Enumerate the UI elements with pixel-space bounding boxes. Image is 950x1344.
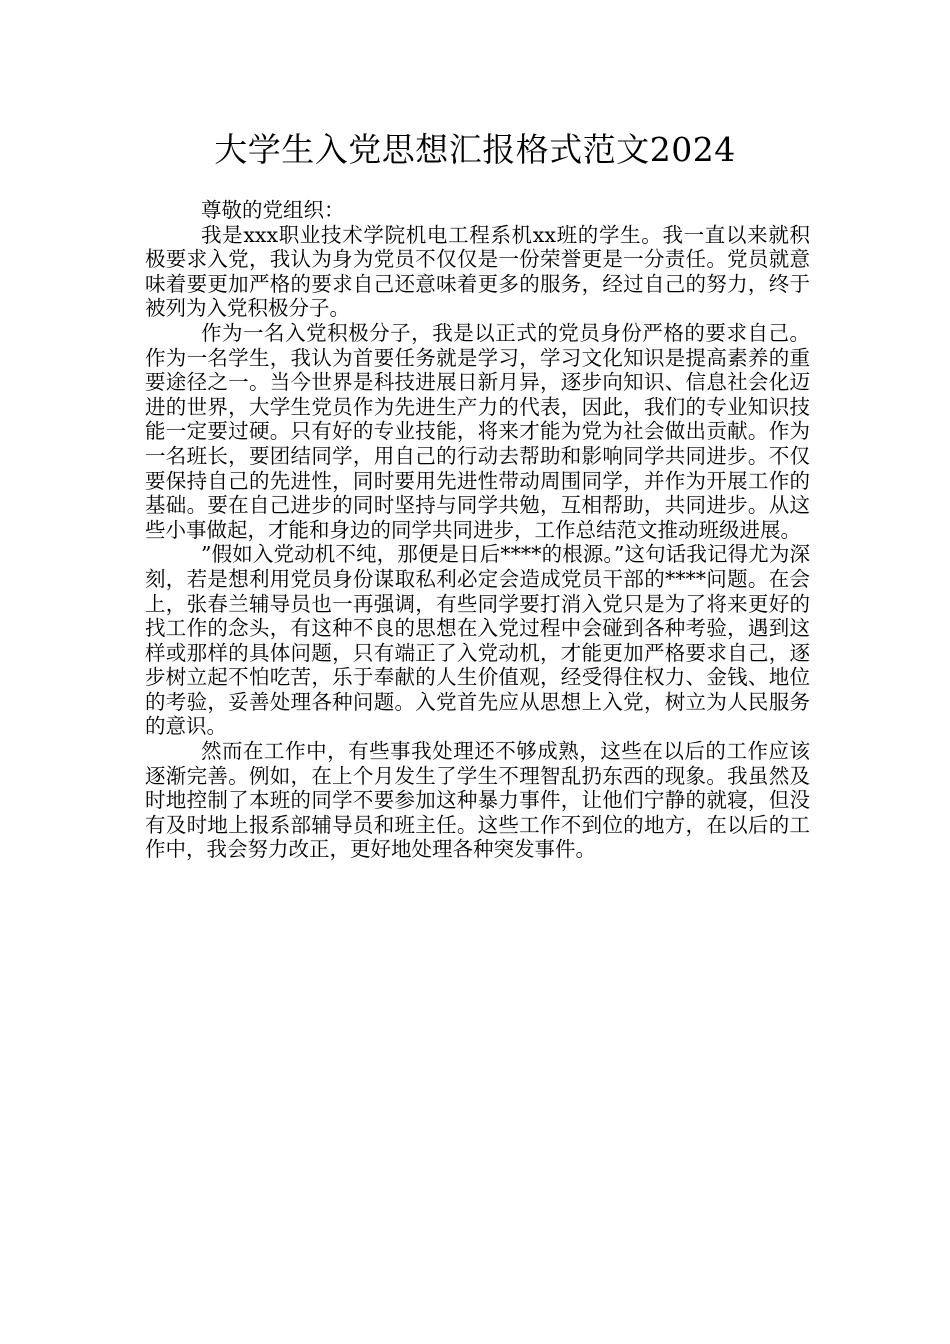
paragraph-4: 然而在工作中，有些事我处理还不够成熟，这些在以后的工作应该逐渐完善。例如，在上个月发生了学生不理智乱扔东西的现象。我虽然及时地控制了本班的同学不要参加这种暴力事件，让他们宁静的就寝，但没有及时地上报系部辅导员和班主任。这些工作不到位的地方，在以后的工作中，我会努力改正，更好地处理各种突发事件。 bbox=[145, 739, 810, 862]
document-title: 大学生入党思想汇报格式范文2024 bbox=[214, 130, 736, 169]
paragraph-2: 作为一名入党积极分子，我是以正式的党员身份严格的要求自己。作为一名学生，我认为首要任务就是学习，学习文化知识是提高素养的重要途径之一。当今世界是科技进展日新月异，逐步向知识、信息社会化迈进的世界，大学生党员作为先进生产力的代表，因此，我们的专业知识技能一定要过硬。只有好的专业技能，将来才能为党为社会做出贡献。作为一名班长，要团结同学，用自己的行动去帮助和影响同学共同进步。不仅要保持自己的先进性，同时要用先进性带动周围同学，并作为开展工作的基础。要在自己进步的同时坚持与同学共勉，互相帮助，共同进步。从这些小事做起，才能和身边的同学共同进步，工作总结范文推动班级进展。 bbox=[145, 320, 810, 542]
paragraph-3: ”假如入党动机不纯，那便是日后****的根源。”这句话我记得尤为深刻，若是想利用党员身份谋取私利必定会造成党员干部的****问题。在会上，张春兰辅导员也一再强调，有些同学要打消入党只是为了将来更好的找工作的念头，有这种不良的思想在入党过程中会碰到各种考验，遇到这样或那样的具体问题，只有端正了入党动机，才能更加严格要求自己，逐步树立起不怕吃苦，乐于奉献的人生价值观，经受得住权力、金钱、地位的考验，妥善处理各种问题。入党首先应从思想上入党，树立为人民服务的意识。 bbox=[145, 542, 810, 739]
salutation: 尊敬的党组织： bbox=[201, 198, 345, 222]
paragraph-1: 我是xxx职业技术学院机电工程系机xx班的学生。我一直以来就积极要求入党，我认为身为党员不仅仅是一份荣誉更是一分责任。党员就意味着要更加严格的要求自己还意味着更多的服务，经过自己的努力，终于被列为入党积极分子。 bbox=[145, 222, 810, 321]
document-body bbox=[145, 198, 810, 862]
